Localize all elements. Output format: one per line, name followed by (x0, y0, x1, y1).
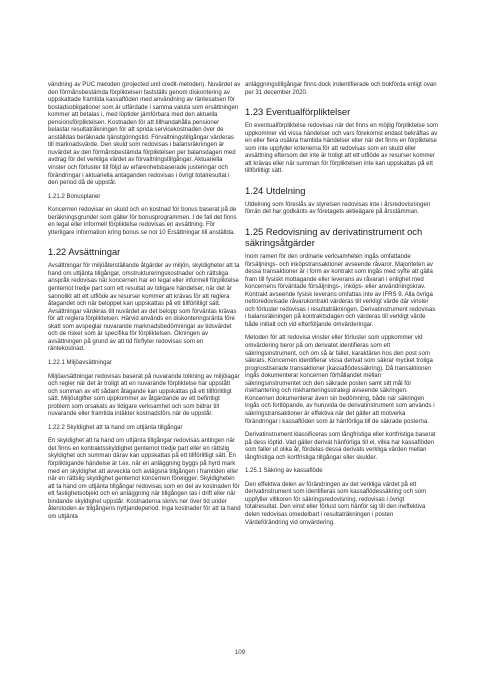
left-column (48, 82, 241, 527)
section-heading: 1.22 Avsättningar (48, 246, 121, 258)
body-paragraph: En eventualförpliktelse redovisas när det finns en möjlig förpliktelse som uppkommer vid vissa händelser och vars förekomst endast bekräftas av en eller flera osäkra framtida händelser eller när det finns en förpliktelse som inte uppfyller kriterierna för att redovisas som en skuld eller avsättning eftersom det inte är troligt att ett utflöde av resurser kommer att krävas eller när summan för förpliktelsen inte kan uppskattas på ett tillförlitligt sätt. (245, 123, 438, 175)
body-paragraph: anläggningstillgångar finns dock indentifierade och bokförda enligt ovan per 31 december 2020. (245, 82, 437, 96)
body-paragraph: Miljöavsättningar redovisas baserat på nuvarande tolkning av miljölagar och regler när det är troligt att en nuvarande förpliktelse har uppstått och summan av ett sådant åtagande kan uppskattas på ett tillförlitligt sätt. Miljöutgifter som uppkommer av åtgärdande av ett befintligt problem som orsakats av tidigare verksamhet och som bidrar till nuvarande eller framtida intäkter kostnadsförs när de uppstår. (48, 373, 240, 418)
body-paragraph: Inom ramen för den ordinarie verksamheten ingås omfattande försäljnings- och inköpstransaktioner avseende råvaror. Majoriteten av dessa transaktioner är i form av kontrakt som ingås med syfte att gälla fram till fysiskt mottagande eller leverans av råvaran i enlighet med koncernens förväntade försäljnings-, inköps- eller användningskrav. Kontrakt avseende fysisk leverans omfattas inte av IFRS 9. Alla övriga nettoredovisade råvarukontrakt värderas till verkligt värde där vinster och förluster redovisas i resultaträkningen. Derivatinstrument redovisas i balansräkningen på kontraktsdagen och värderas till verkligt värde både initialt och vid efterföljande omvärderingar. (245, 254, 436, 328)
subsection-heading: 1.21.2 Bonusplaner (48, 193, 101, 200)
body-paragraph: Utdelning som föreslås av styrelsen redovisas inte i årsredovisningen förrän det har godkänts av företagets aktieägare på årsstämman. (245, 201, 431, 216)
subsection-heading: 1.25.1 Säkring av kassaflöde (245, 468, 323, 475)
body-paragraph: Koncernen redovisar en skuld och en kostnad för bonus baserat på de beräkningsgrunder som gäller för bonusprogrammen. I de fall det finns en legal eller informell förpliktelse redovisas en avsättning. För ytterligare information kring bonus se not 10 Ersättningar till anställda. (48, 207, 237, 236)
body-paragraph: Den effektiva delen av förändringen av det verkliga värdet på ett derivatinstrument som identifieras som kassaflödessäkring och som uppfyller villkoren för säkringsredovisning, redovisas i övrigt totalresultat. Den vinst eller förlust som hänför sig till den ineffektiva delen redovisas omedelbart i resultaträkningen i posten Värdeförändring vid omvärdering. (245, 481, 427, 526)
body-paragraph: Derivatinstrument klassificeras som långfristiga eller kortfristiga baserat på dess löptid. Vad gäller derivat hänförliga till el, vilka har kassaflöden som faller ut olika år, fördelas dessa derivats verkliga värden mellan långfristiga och kortfristiga tillgångar eller skulder. (245, 432, 436, 461)
subsection-heading: 1.22.1 Miljöavsättningar (48, 359, 112, 366)
section-heading: 1.25 Redovisning av derivatinstrument och säkringsåtgärder (245, 226, 423, 249)
body-paragraph: En skyldighet att ta hand om uttjänta tillgångar redovisas antingen när det finns en kontraktsskyldighet gentemot tredje part eller en rättslig skyldighet och summan därav kan uppskattas på ett tillförlitligt sätt. En förpliktigande händelse är t.ex. när en anläggning byggs på hyrd mark med en skyldighet att avveckla och avlägsna tillgången i framtiden eller när en rättslig skyldighet gentemot koncernen föreligger. Skyldigheten att ta hand om uttjänta tillgångar redovisas som en del av kostnaden för ett fastighetsobjekt och en anläggning när tillgången tas i drift eller när bindande skyldighet uppstår. Kostnaderna skrivs ner över tid under återstoden av tillgångens nyttjandeperiod. Inga kostnader för att ta hand om uttjänta (48, 438, 241, 520)
body-paragraph: Avsättningar för miljöåterställande åtgärder av miljön, skyldigheter att ta hand om uttjänta tillgångar, omstruktureringskostnader och rättsliga anspråk redovisas när koncernen har en legal eller informell förpliktelse gentemot tredje part som ett resultat av tidigare händelser, när det är sannolikt att ett utflöde av resurser kommer att krävas för att reglera åtagandet och när beloppet kan uppskattas på ett tillförlitligt sätt. Avsättningar värderas till nuvärdet av det belopp som förväntas krävas för att reglera förpliktelsen. Härvid används en diskonteringsränta före skatt som avspeglar nuvarande marknadsbedömningar av tidsvärdet och de risker som är specifika för förpliktelsen. Ökningen av avsättningen på grund av att tid förflyter redovisas som en räntekostnad. (48, 263, 240, 353)
page-number: 109 (234, 649, 246, 656)
section-heading: 1.23 Eventualförpliktelser (245, 106, 351, 118)
body-paragraph: vändning av PUC metoden (projected unit credit-metoden). Nuvärdet av den förmånsbestämda förpliktelsen fastställs genom diskontering av uppskattade framtida kassaflöden med användning av räntesatsen för bostadsobligationer som är utfärdade i samma valuta som ersättningen kommer att betalas i, med löptider jämförbara med den aktuella pensionsförpliktelsen. Kostnaden för att tillhandahålla pensioner belastar resultaträkningen för att sprida servicekostnaden över de anställdas beräknade tjänstgöringstid. Förvaltningstillgångar värderas till marknadsvärde. Den skuld som redovisas i balansräkningen är nuvärdet av den förmånsbestämda förpliktelsen per balansdagen med avdrag för det verkliga värdet av förvaltningstillgångar. Aktuariella vinster och förluster till följd av erfarenhetsbaserade justeringar och förändringar i aktuariella antaganden redovisas i övrigt totalresultat i den period då de uppstår. (48, 82, 241, 187)
section-heading: 1.24 Utdelning (245, 184, 306, 196)
body-paragraph: Metoden för att redovisa vinster eller förluster som uppkommer vid omvärdering beror på om derivatet identifieras som ett säkringsinstrument, och om så är fallet, karaktären hos den post som säkrats. Koncernen identifierar vissa derivat som säkrar mycket troliga prognostiserade transaktioner (kassaflödessäkring). Då transaktionen ingås dokumenterar koncernen förhållandet mellan säkringsinstrumentet och den säkrade posten samt sitt mål för riskhantering och riskhanteringsstrategi avseende säkringen. Koncernen dokumenterar även sin bedömning, både när säkringen ingås och fortlöpande, av huruvida de derivatinstrument som används i säkringstransaktioner är effektiva när det gäller att motverka förändringar i kassaflöden som är hänförliga till de säkrade posterna. (245, 335, 435, 425)
subsection-heading: 1.22.2 Skyldighet att ta hand om uttjänta tillgångar (48, 424, 183, 431)
right-column (245, 82, 438, 533)
